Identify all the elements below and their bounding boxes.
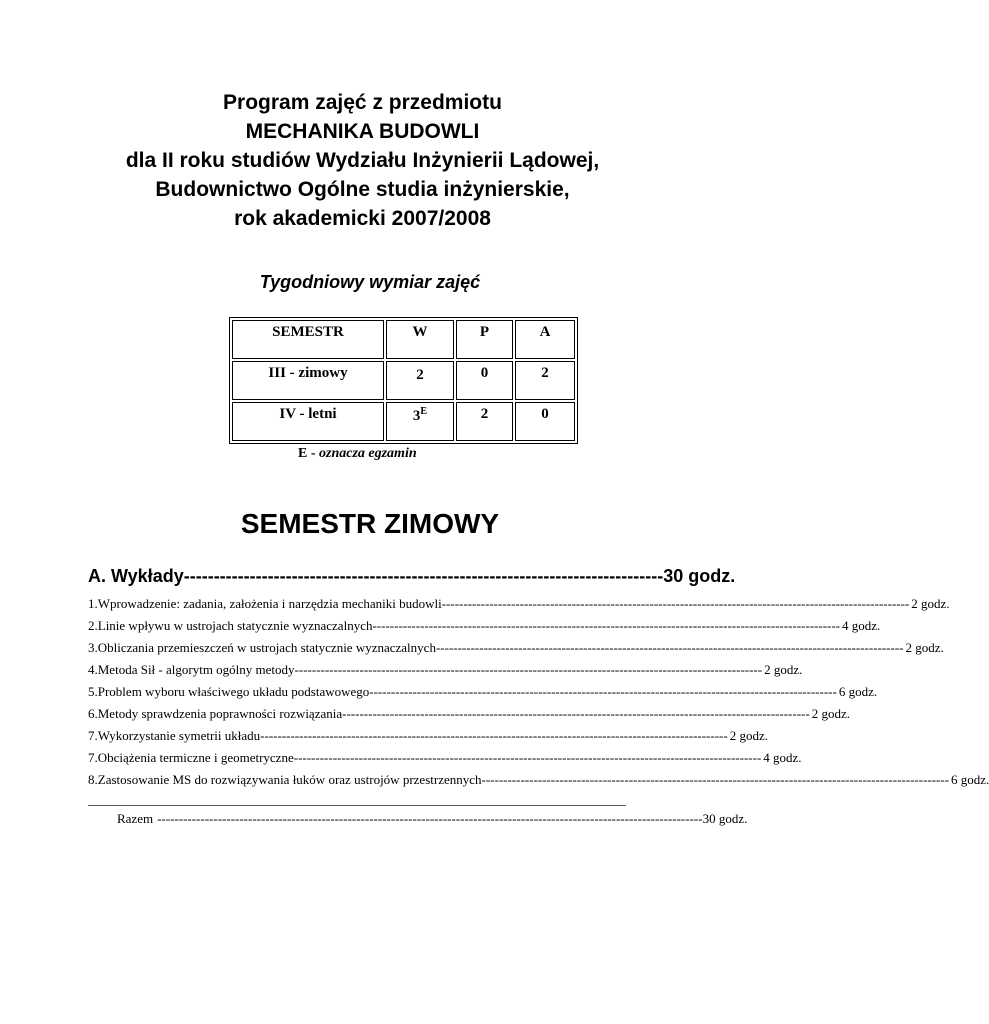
- cell-w-sup: E: [420, 406, 428, 417]
- dash-leader: ------------------------------------------------------------------------------------------------------------: [435, 640, 904, 655]
- header-cell-semester: SEMESTR: [232, 320, 384, 359]
- item-number: 7.: [88, 750, 98, 765]
- header-cell-p: P: [456, 320, 513, 359]
- lectures-label: A. Wykłady: [88, 566, 184, 586]
- item-hours: 6 godz.: [838, 684, 878, 699]
- header-line-4: Budownictwo Ogólne studia inżynierskie,: [155, 178, 570, 201]
- dash-leader: ------------------------------------------------------------------------------------------------------------: [441, 596, 910, 611]
- divider: [88, 805, 626, 806]
- dash-leader: ------------------------------------------------------------------------------------------------------------: [260, 728, 728, 743]
- exam-note-letter: E -: [298, 446, 319, 461]
- item-text: Linie wpływu w ustrojach statycznie wyznaczalnych: [97, 618, 373, 633]
- list-item: [88, 703, 850, 725]
- item-number: 6.: [88, 706, 98, 721]
- item-number: 8.: [88, 772, 98, 787]
- cell-semester: III - zimowy: [232, 361, 384, 400]
- header-cell-a: A: [515, 320, 575, 359]
- total-hours: 30 godz.: [702, 811, 748, 826]
- cell-p: 0: [456, 361, 513, 400]
- item-hours: 4 godz.: [763, 750, 802, 765]
- list-item: [88, 681, 878, 703]
- list-item: [88, 769, 989, 791]
- cell-a: 0: [515, 402, 575, 441]
- header-line-5: rok akademicki 2007/2008: [234, 207, 491, 230]
- list-item: [88, 659, 803, 681]
- header-line-2: MECHANIKA BUDOWLI: [245, 120, 480, 143]
- weekly-hours-table: [229, 317, 578, 444]
- dash-leader: ------------------------------------------------------------------------------------------------------------------------------: [157, 811, 703, 826]
- lectures-total: 30 godz.: [663, 566, 736, 586]
- cell-w: [386, 402, 454, 441]
- item-hours: 2 godz.: [905, 640, 944, 655]
- exam-note: [298, 446, 417, 462]
- item-text: Obciążenia termiczne i geometryczne: [97, 750, 294, 765]
- dash-leader: ------------------------------------------------------------------------------------------------------------: [369, 684, 837, 699]
- item-number: 3.: [88, 640, 98, 655]
- list-item: [88, 615, 881, 637]
- item-hours: 6 godz.: [951, 772, 989, 787]
- list-item: [88, 725, 768, 747]
- weekly-hours-title: Tygodniowy wymiar zajęć: [259, 272, 481, 292]
- header-line-3: dla II roku studiów Wydziału Inżynierii Lądowej,: [125, 149, 600, 172]
- document-header: [0, 88, 725, 233]
- lectures-heading: [88, 566, 736, 587]
- item-number: 5.: [88, 684, 98, 699]
- item-text: Obliczania przemieszczeń w ustrojach statycznie wyznaczalnych: [97, 640, 436, 655]
- item-hours: 2 godz.: [911, 596, 950, 611]
- exam-note-text: oznacza egzamin: [319, 446, 417, 461]
- dash-leader: ------------------------------------------------------------------------------------------------------------: [294, 662, 763, 677]
- cell-a: 2: [515, 361, 575, 400]
- item-hours: 2 godz.: [811, 706, 850, 721]
- item-hours: 2 godz.: [729, 728, 768, 743]
- item-text: Zastosowanie MS do rozwiązywania łuków oraz ustrojów przestrzennych: [97, 772, 482, 787]
- dash-leader: ------------------------------------------------------------------------------------------------------------: [293, 750, 762, 765]
- cell-p: 2: [456, 402, 513, 441]
- item-text: Wykorzystanie symetrii układu: [97, 728, 261, 743]
- cell-w: [386, 361, 454, 400]
- header-line-1: Program zajęć z przedmiotu: [223, 91, 502, 114]
- item-number: 4.: [88, 662, 98, 677]
- total-row: [117, 811, 748, 827]
- table-header-row: [232, 320, 575, 359]
- item-text: Wprowadzenie: zadania, założenia i narzędzia mechaniki budowli: [97, 596, 442, 611]
- item-number: 1.: [88, 596, 98, 611]
- list-item: [88, 747, 802, 769]
- dash-leader: --------------------------------------------------------------------------------: [183, 566, 664, 586]
- item-hours: 2 godz.: [764, 662, 803, 677]
- header-cell-w: W: [386, 320, 454, 359]
- cell-w-value: 3: [412, 408, 421, 424]
- cell-semester: IV - letni: [232, 402, 384, 441]
- item-number: 2.: [88, 618, 98, 633]
- dash-leader: ------------------------------------------------------------------------------------------------------------: [481, 772, 950, 787]
- dash-leader: ------------------------------------------------------------------------------------------------------------: [342, 706, 810, 721]
- item-hours: 4 godz.: [842, 618, 881, 633]
- item-text: Metody sprawdzenia poprawności rozwiązania: [97, 706, 343, 721]
- table-row: [232, 402, 575, 441]
- semester-title: SEMESTR ZIMOWY: [240, 508, 500, 539]
- item-text: Metoda Sił - algorytm ogólny metody: [97, 662, 295, 677]
- list-item: [88, 637, 944, 659]
- table-row: [232, 361, 575, 400]
- cell-w-value: 2: [416, 367, 424, 383]
- total-label: Razem: [117, 811, 154, 826]
- item-text: Problem wyboru właściwego układu podstawowego: [97, 684, 370, 699]
- lecture-list: [88, 593, 989, 791]
- item-number: 7.: [88, 728, 98, 743]
- dash-leader: ------------------------------------------------------------------------------------------------------------: [372, 618, 841, 633]
- list-item: [88, 593, 950, 615]
